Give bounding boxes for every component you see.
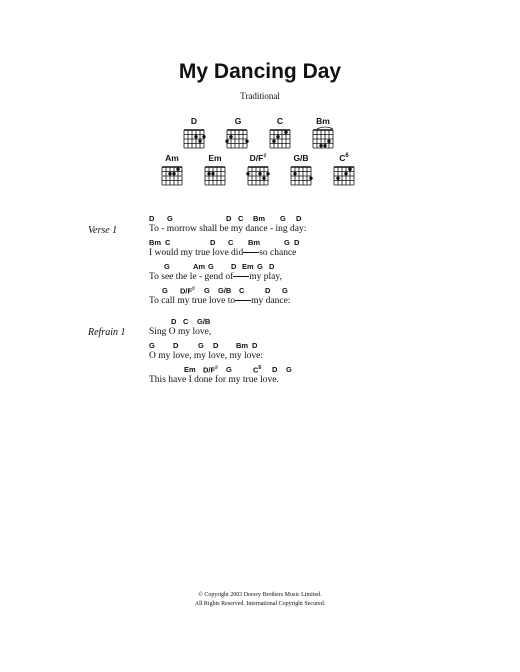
chord-symbol: G [164,262,170,271]
chord-diagram-name: Em [208,153,222,163]
chord-symbol: D [296,214,302,223]
chord-symbol: C [165,238,171,247]
lyric-line: To - morrow shall be my dance - ing day: [149,224,307,234]
finger-dot [348,168,351,171]
chord-symbol: D [252,341,258,350]
chord-symbol: D [149,214,155,223]
finger-dot [246,172,249,175]
chord-symbol: G [257,262,263,271]
finger-dot [168,172,171,175]
chord-symbol: D [171,317,177,326]
chord-symbol: D [272,365,278,374]
lyric-line: This have I done for my true love. [149,375,279,385]
chord-grid-am [160,161,186,187]
chord-symbol: D [265,286,271,295]
composer: Traditional [240,91,280,101]
chord-grid-em [203,161,229,187]
finger-dot [319,144,322,147]
chord-symbol: G [149,341,155,350]
section-label-verse-1: Verse 1 [88,225,118,236]
chord-symbol: D [294,238,300,247]
finger-dot [194,135,197,138]
chord-symbol: Em [242,262,254,271]
chord-symbol: Bm [149,238,162,247]
finger-dot [272,140,275,143]
finger-dot [202,135,205,138]
chord-symbol: G [198,341,204,350]
finger-dot [266,172,269,175]
chord-symbol: Em [184,365,196,374]
finger-dot [284,131,287,134]
chord-symbol: D/F♯ [203,365,218,375]
chord-symbol: G [204,286,210,295]
chord-symbol: G/B [197,317,211,326]
finger-dot [336,177,339,180]
copyright-line: © Copyright 2003 Dorsey Brothers Music Limited. [198,592,322,598]
finger-dot [198,140,201,143]
chord-grid-g [225,124,251,150]
section-label-refrain-1: Refrain 1 [88,327,126,338]
chord-symbol: D [213,341,219,350]
chord-symbol: D [231,262,237,271]
finger-dot [344,172,347,175]
finger-dot [327,140,330,143]
lyric-line: O my love, my love, my love: [149,351,263,361]
chord-grid-c [268,124,294,150]
chord-symbol: G/B [218,286,232,295]
lyric-line: To see the le - gend of my play, [149,272,282,282]
finger-dot [245,140,248,143]
finger-dot [225,140,228,143]
chord-symbol: D [210,238,216,247]
finger-dot [229,135,232,138]
chord-symbol: Bm [248,238,261,247]
chord-symbol: Bm [253,214,266,223]
chord-symbol: C [239,286,245,295]
chord-symbol: G [286,365,292,374]
chord-diagram-name: G [234,116,242,126]
finger-dot [258,172,261,175]
chord-symbol: D [173,341,179,350]
finger-dot [176,168,179,171]
chord-symbol: $C^6$ [253,365,262,375]
chord-symbol: G [226,365,232,374]
chord-symbol: C [238,214,244,223]
song-title: My Dancing Day [178,60,342,83]
chord-symbol: G [282,286,288,295]
barre-arc [317,127,333,129]
chord-diagram-name: C [276,116,284,126]
chord-diagram-name: $C^6$ [339,153,349,163]
lyric-line: Sing O my love, [149,327,212,337]
finger-dot [309,177,312,180]
lyric-line: I would my true love did so chance [149,248,297,258]
chord-diagram-name: D/F♯ [249,153,267,163]
chord-symbol: G [280,214,286,223]
chord-grid-d [182,124,208,150]
chord-symbol: G [208,262,214,271]
chord-symbol: G [162,286,168,295]
chord-symbol: C [228,238,234,247]
chord-symbol: G [284,238,290,247]
chord-symbol: D/F♯ [180,286,195,296]
chord-diagram-name: Am [165,153,179,163]
finger-dot [262,177,265,180]
chord-symbol: Bm [236,341,249,350]
chord-symbol: G [167,214,173,223]
finger-dot [172,172,175,175]
finger-dot [293,172,296,175]
chord-grid-g-b [289,161,315,187]
chord-symbol: D [269,262,275,271]
chord-diagram-name: Bm [316,116,330,126]
chord-symbol: Am [193,262,206,271]
chord-symbol: C [183,317,189,326]
rights-line: All Rights Reserved. International Copyright Secured. [194,601,326,607]
chord-diagram-name: D [190,116,198,126]
finger-dot [276,135,279,138]
chord-grid-bm [311,124,337,150]
finger-dot [323,144,326,147]
chord-diagram-name: G/B [293,153,309,163]
chord-grid-d-fsharp [246,161,272,187]
chord-symbol: D [226,214,232,223]
finger-dot [211,172,214,175]
lyric-line: To call my true love to my dance: [149,296,291,306]
chord-grid-c6 [332,161,358,187]
finger-dot [207,172,210,175]
